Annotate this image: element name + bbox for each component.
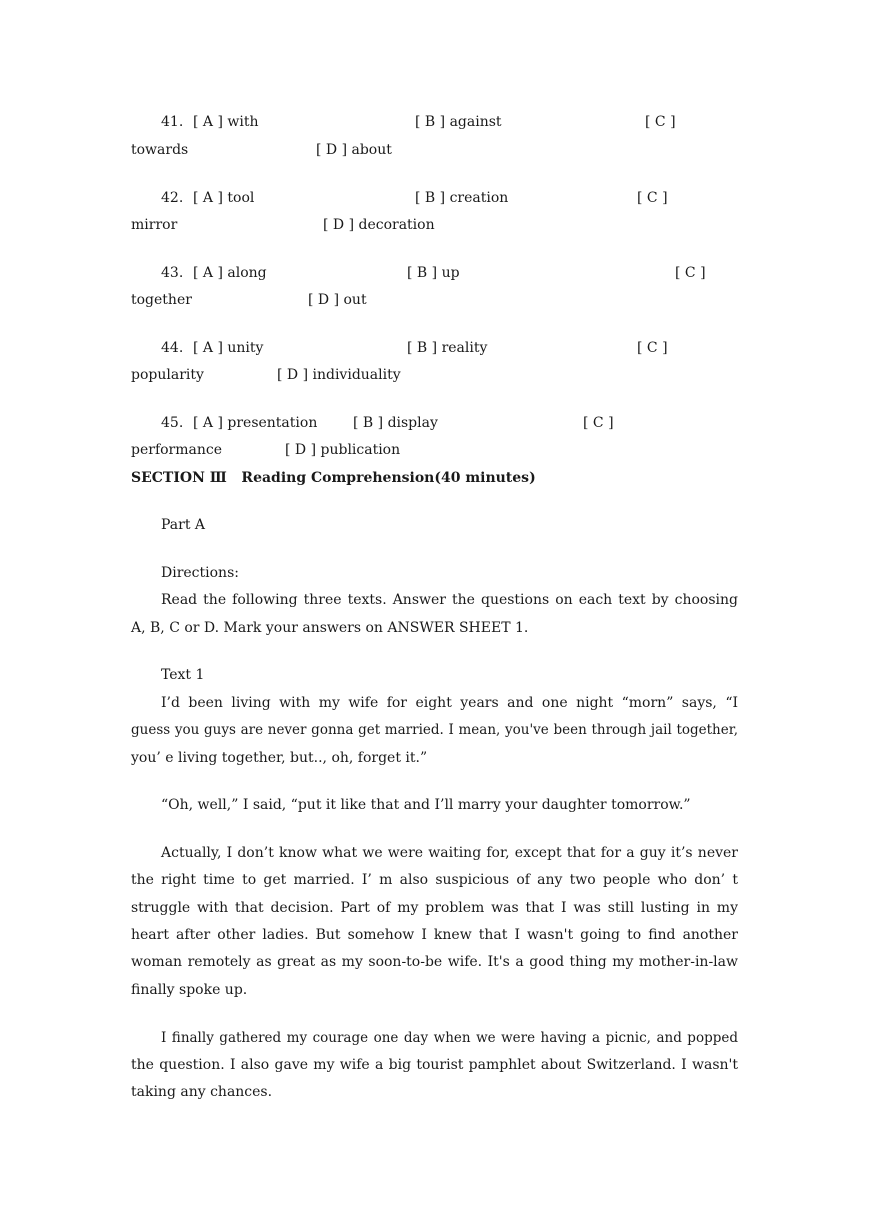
directions-label: Directions: xyxy=(161,565,239,581)
passage-line: “Oh, well,” I said, “put it like that and I’ll marry your daughter tomorrow.” xyxy=(161,797,691,813)
question-43-option-b: [ B ] up xyxy=(407,265,460,281)
question-45-option-c-text: performance xyxy=(131,442,223,458)
question-45-option-d: [ D ] publication xyxy=(285,442,401,458)
question-45-option-a: [ A ] presentation xyxy=(193,415,318,431)
question-43-option-c-text: together xyxy=(131,292,192,308)
question-44-continuation xyxy=(131,366,401,384)
passage-line: I finally gathered my courage one day when we were having a picnic, and popped xyxy=(161,1030,738,1046)
question-43-option-d: [ D ] out xyxy=(308,292,367,308)
question-44-option-a: [ A ] unity xyxy=(193,340,264,356)
question-41-option-c-text: towards xyxy=(131,142,189,158)
question-41-option-d: [ D ] about xyxy=(316,142,392,158)
question-45-option-c-label: [ C ] xyxy=(583,415,614,431)
question-41-continuation xyxy=(131,141,392,159)
question-44-option-c-text: popularity xyxy=(131,367,204,383)
passage-line: guess you guys are never gonna get married. I mean, you've been through jail together, xyxy=(131,722,738,738)
question-44-options-line xyxy=(161,339,668,357)
passage-line: woman remotely as great as my soon-to-be wife. It's a good thing my mother-in-law xyxy=(131,954,738,970)
directions-line: Read the following three texts. Answer the questions on each text by choosing xyxy=(161,592,738,608)
text-label: Text 1 xyxy=(161,667,205,683)
question-44-number: 44. xyxy=(161,340,184,356)
passage-line: taking any chances. xyxy=(131,1084,273,1100)
passage-line: Actually, I don’t know what we were waiting for, except that for a guy it’s never xyxy=(161,845,738,861)
question-42-option-c-text: mirror xyxy=(131,217,178,233)
passage-line: the right time to get married. I’ m also suspicious of any two people who don’ t xyxy=(131,872,738,888)
question-43-number: 43. xyxy=(161,265,184,281)
question-42-option-a: [ A ] tool xyxy=(193,190,255,206)
question-44-option-b: [ B ] reality xyxy=(407,340,488,356)
directions-line: A, B, C or D. Mark your answers on ANSWER SHEET 1. xyxy=(131,620,529,636)
question-43-option-c-label: [ C ] xyxy=(675,265,706,281)
passage-line: struggle with that decision. Part of my problem was that I was still lusting in my xyxy=(131,900,738,916)
section-heading: SECTION Ⅲ Reading Comprehension(40 minutes) xyxy=(131,470,536,486)
passage-line: heart after other ladies. But somehow I knew that I wasn't going to find another xyxy=(131,927,738,943)
part-label: Part A xyxy=(161,517,206,533)
question-42-option-c-label: [ C ] xyxy=(637,190,668,206)
question-45-options-line xyxy=(161,414,614,432)
question-43-continuation xyxy=(131,291,367,309)
question-45-continuation xyxy=(131,441,401,459)
question-41-number: 41. xyxy=(161,114,184,130)
passage-line: you’ e living together, but.., oh, forget it.” xyxy=(131,750,428,766)
question-41-options-line xyxy=(161,113,676,131)
question-41-option-b: [ B ] against xyxy=(415,114,502,130)
question-43-options-line xyxy=(161,264,706,282)
question-45-option-b: [ B ] display xyxy=(353,415,438,431)
question-42-options-line xyxy=(161,189,668,207)
question-42-option-d: [ D ] decoration xyxy=(323,217,435,233)
passage-line: the question. I also gave my wife a big tourist pamphlet about Switzerland. I wasn't xyxy=(131,1057,738,1073)
question-41-option-c-label: [ C ] xyxy=(645,114,676,130)
question-43-option-a: [ A ] along xyxy=(193,265,267,281)
question-42-number: 42. xyxy=(161,190,184,206)
passage-line: I’d been living with my wife for eight years and one night “morn” says, “I xyxy=(161,695,738,711)
question-41-option-a: [ A ] with xyxy=(193,114,259,130)
question-44-option-d: [ D ] individuality xyxy=(277,367,401,383)
document-page xyxy=(131,0,738,1228)
question-42-option-b: [ B ] creation xyxy=(415,190,509,206)
question-45-number: 45. xyxy=(161,415,184,431)
question-44-option-c-label: [ C ] xyxy=(637,340,668,356)
passage-line: finally spoke up. xyxy=(131,982,248,998)
question-42-continuation xyxy=(131,216,435,234)
